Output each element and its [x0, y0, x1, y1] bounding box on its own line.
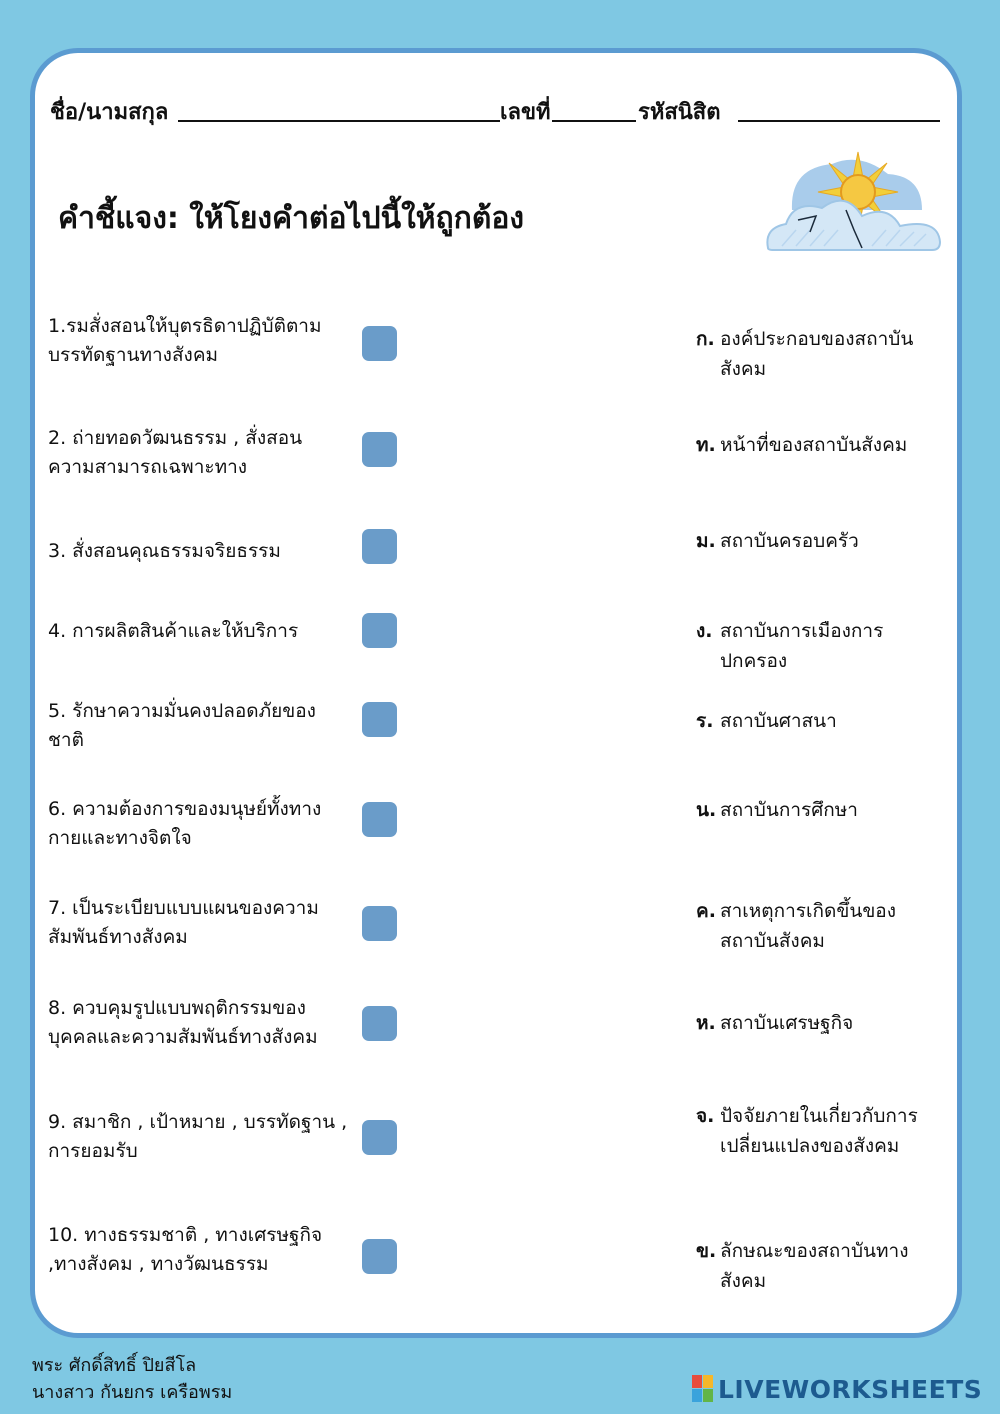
- statement-item-2: 2. ถ่ายทอดวัฒนธรรม , สั่งสอน ความสามารถเฉพาะทาง: [48, 427, 303, 478]
- name-label: ชื่อ/นามสกุล: [50, 100, 169, 125]
- match-dot-6[interactable]: [362, 802, 397, 837]
- match-dot-8[interactable]: [362, 1006, 397, 1041]
- statement-item-8: 8. ควบคุมรูปแบบพฤติกรรมของ บุคคลและความสัมพันธ์ทางสังคม: [48, 997, 318, 1048]
- match-dot-3[interactable]: [362, 529, 397, 564]
- answer-option-2: [696, 430, 956, 460]
- match-dot-5[interactable]: [362, 702, 397, 737]
- option-letter: ก.: [696, 328, 715, 350]
- student-id-label: รหัสนิสิต: [638, 100, 721, 125]
- statement-item-4: 4. การผลิตสินค้าและให้บริการ: [48, 620, 299, 642]
- answer-option-5: [696, 706, 956, 736]
- option-letter: ห.: [696, 1012, 716, 1034]
- statement-item-3: 3. สั่งสอนคุณธรรมจริยธรรม: [48, 540, 281, 562]
- liveworksheets-brand[interactable]: [692, 1372, 982, 1406]
- answer-option-9: [696, 1101, 956, 1161]
- option-letter: น.: [696, 799, 717, 821]
- match-dot-10[interactable]: [362, 1239, 397, 1274]
- statement-item-5: 5. รักษาความมั่นคงปลอดภัยของ ชาติ: [48, 700, 316, 751]
- match-dot-4[interactable]: [362, 613, 397, 648]
- option-letter: ท.: [696, 434, 716, 456]
- option-text: สถาบันเศรษฐกิจ: [720, 1012, 854, 1034]
- option-text: องค์ประกอบของสถาบัน สังคม: [720, 328, 914, 380]
- option-text: หน้าที่ของสถาบันสังคม: [720, 434, 908, 456]
- option-text: สาเหตุการเกิดขึ้นของ สถาบันสังคม: [720, 900, 896, 952]
- match-dot-2[interactable]: [362, 432, 397, 467]
- answer-option-7: [696, 896, 956, 956]
- name-field[interactable]: [178, 120, 500, 122]
- number-label: เลขที่: [500, 100, 551, 125]
- option-letter: ง.: [696, 620, 713, 642]
- answer-option-4: [696, 616, 956, 676]
- author-line-1: พระ ศักดิ์สิทธิ์ ปิยสีโล: [32, 1355, 197, 1376]
- option-text: สถาบันครอบครัว: [720, 530, 859, 552]
- statement-item-10: 10. ทางธรรมชาติ , ทางเศรษฐกิจ ,ทางสังคม , ทางวัฒนธรรม: [48, 1224, 323, 1275]
- match-dot-7[interactable]: [362, 906, 397, 941]
- match-dot-1[interactable]: [362, 326, 397, 361]
- option-text: สถาบันการเมืองการ ปกครอง: [720, 620, 884, 672]
- answer-option-8: [696, 1008, 956, 1038]
- answer-option-10: [696, 1236, 956, 1296]
- statement-item-6: 6. ความต้องการของมนุษย์ทั้งทาง กายและทางจิตใจ: [48, 798, 322, 849]
- student-id-field[interactable]: [738, 120, 940, 122]
- answer-option-3: [696, 526, 956, 556]
- statement-item-7: 7. เป็นระเบียบแบบแผนของความ สัมพันธ์ทางสังคม: [48, 897, 319, 948]
- statement-item-1: 1.รมสั่งสอนให้บุตรธิดาปฏิบัติตาม บรรทัดฐานทางสังคม: [48, 315, 322, 366]
- instruction-heading: คำชี้แจง: ให้โยงคำต่อไปนี้ให้ถูกต้อง: [58, 201, 524, 236]
- option-letter: จ.: [696, 1105, 715, 1127]
- author-line-2: นางสาว กันยกร เครือพรม: [32, 1382, 233, 1403]
- option-letter: ค.: [696, 900, 716, 922]
- option-text: ลักษณะของสถาบันทาง สังคม: [720, 1240, 909, 1292]
- number-field[interactable]: [552, 120, 636, 122]
- match-dot-9[interactable]: [362, 1120, 397, 1155]
- brand-name: LIVEWORKSHEETS: [718, 1374, 983, 1404]
- option-letter: ม.: [696, 530, 716, 552]
- liveworksheets-logo-icon: [692, 1375, 714, 1403]
- option-letter: ข.: [696, 1240, 717, 1262]
- sun-cloud-icon: [762, 150, 944, 255]
- option-letter: ร.: [696, 710, 714, 732]
- answer-option-6: [696, 795, 956, 825]
- option-text: สถาบันการศึกษา: [720, 799, 858, 821]
- student-info-header: [50, 88, 950, 128]
- option-text: สถาบันศาสนา: [720, 710, 837, 732]
- author-credits: [32, 1352, 232, 1406]
- statement-item-9: 9. สมาชิก , เป้าหมาย , บรรทัดฐาน , การยอมรับ: [48, 1111, 348, 1162]
- answer-option-1: [696, 324, 956, 384]
- option-text: ปัจจัยภายในเกี่ยวกับการ เปลี่ยนแปลงของสังคม: [720, 1105, 918, 1157]
